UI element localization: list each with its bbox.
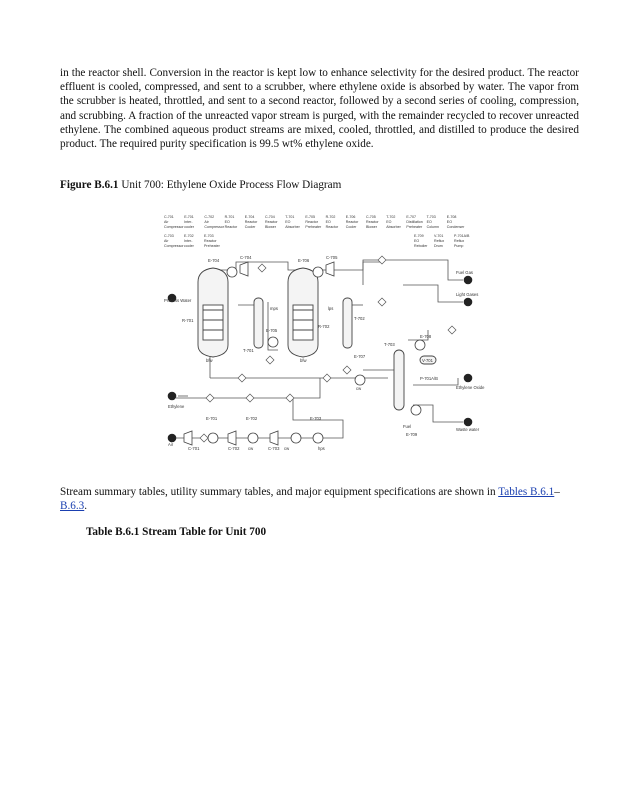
svg-text:V-701: V-701 — [422, 358, 433, 363]
legend-text: Blower — [265, 225, 276, 229]
legend-text: E-709 — [414, 234, 424, 238]
figure-caption — [60, 178, 579, 192]
legend-text: EO — [285, 220, 291, 224]
legend-text: Air — [164, 239, 169, 243]
svg-text:E-706: E-706 — [298, 258, 310, 263]
svg-text:E-707: E-707 — [354, 354, 366, 359]
legend-text: T-701 — [285, 215, 295, 219]
legend-text: C-705 — [366, 215, 376, 219]
legend-text: Reactor — [204, 239, 217, 243]
legend-text: Pump — [454, 244, 464, 248]
legend-text: Cooler — [244, 225, 256, 229]
legend-text: C-703 — [164, 234, 174, 238]
legend-text: EO — [426, 220, 432, 224]
paragraph2-end: . — [84, 500, 88, 513]
legend-text: Reflux — [434, 239, 445, 243]
svg-text:Waste water: Waste water — [456, 427, 480, 432]
tables-link-end[interactable]: B.6.3 — [60, 500, 85, 513]
legend-text: Preheater — [305, 225, 322, 229]
svg-text:T-701: T-701 — [243, 348, 254, 353]
absorber-t701 — [254, 298, 263, 348]
svg-text:C-703: C-703 — [268, 446, 280, 451]
svg-text:Light Gases: Light Gases — [456, 292, 479, 297]
legend-text: Drum — [434, 244, 443, 248]
legend-text: R-702 — [325, 215, 336, 219]
legend-text: EO — [386, 220, 392, 224]
legend-text: E-704 — [244, 215, 255, 219]
legend-text: Reflux — [454, 239, 465, 243]
legend-text: cooler — [184, 225, 194, 229]
legend-text: E-702 — [184, 234, 194, 238]
legend-text: EO — [224, 220, 230, 224]
legend-text: E-705 — [305, 215, 315, 219]
legend-text: C-701 — [164, 215, 174, 219]
legend-text: Condenser — [446, 225, 465, 229]
legend-text: T-702 — [386, 215, 396, 219]
figure-title: Unit 700: Ethylene Oxide Process Flow Diagram — [118, 179, 342, 191]
equipment-legend-top — [164, 215, 465, 229]
svg-text:Process Water: Process Water — [164, 298, 192, 303]
legend-text: Reactor — [325, 225, 339, 229]
legend-text: EO — [414, 239, 420, 243]
svg-text:cw: cw — [356, 386, 362, 391]
svg-text:cw: cw — [248, 446, 254, 451]
legend-text: Cooler — [345, 225, 357, 229]
tables-link-start[interactable]: Tables B.6.1 — [498, 486, 555, 498]
legend-text: Compressor — [164, 244, 184, 248]
process-flow-diagram — [158, 210, 485, 453]
legend-text: Air — [204, 220, 209, 224]
legend-text: C-704 — [265, 215, 275, 219]
legend-text: E-707 — [406, 215, 416, 219]
legend-text: Reactor — [244, 220, 258, 224]
body-paragraph-1: in the reactor shell. Conversion in the reactor is kept low to enhance selectivity for the desired product. The reactor effluent is cooled, compressed, and sent to a scrubber, where ethylene oxide is absorbed by water. The vapor from the scrubber is heated, throttled, and sent to a second reactor, followed by a second series of cooling, compression, and scrubbing. A fraction of the unreacted vapor stream is purged, with the remainder recycled to recover unreacted ethylene. The combined aqueous product streams are mixed, cooled, throttled, and distilled to produce the desired product. The required purity specification is 99.5 wt% ethylene oxide. — [60, 67, 579, 151]
svg-text:Fuel Gas: Fuel Gas — [456, 270, 473, 275]
table-title: Table B.6.1 Stream Table for Unit 700 — [86, 526, 267, 538]
svg-text:E-703: E-703 — [310, 416, 322, 421]
svg-text:R-701: R-701 — [182, 318, 194, 323]
svg-text:E-701: E-701 — [206, 416, 218, 421]
svg-text:C-701: C-701 — [188, 446, 200, 451]
legend-text: Reactor — [345, 220, 359, 224]
legend-text: Absorber — [386, 225, 401, 229]
absorber-t702 — [343, 298, 352, 348]
legend-text: Air — [164, 220, 169, 224]
reactor-r701 — [198, 268, 228, 357]
svg-text:bfw: bfw — [206, 358, 213, 363]
svg-text:E-708: E-708 — [420, 334, 432, 339]
legend-text: Compressor — [164, 225, 184, 229]
svg-text:E-704: E-704 — [208, 258, 220, 263]
legend-text: cooler — [184, 244, 194, 248]
svg-text:E-702: E-702 — [246, 416, 258, 421]
svg-text:hps: hps — [318, 446, 325, 451]
svg-text:cw: cw — [284, 446, 290, 451]
legend-text: Distillation — [406, 220, 423, 224]
legend-text: Compressor — [204, 225, 224, 229]
legend-text: Reactor — [305, 220, 318, 224]
legend-text: Column — [426, 225, 439, 229]
legend-text: Reactor — [366, 220, 379, 224]
reactor-r702 — [288, 268, 318, 357]
svg-text:E-709: E-709 — [406, 432, 418, 437]
legend-text: E-708 — [446, 215, 457, 219]
legend-text: R-701 — [224, 215, 235, 219]
legend-text: Preheater — [406, 225, 423, 229]
legend-text: P-701A/B — [454, 234, 470, 238]
svg-text:Fuel: Fuel — [403, 424, 412, 429]
figure-label: Figure B.6.1 — [60, 179, 119, 191]
legend-text: Absorber — [285, 225, 300, 229]
legend-text: EO — [325, 220, 331, 224]
paragraph2-text: Stream summary tables, utility summary tables, and major equipment specifications are shown in — [60, 486, 499, 498]
svg-text:bfw: bfw — [300, 358, 307, 363]
legend-text: C-702 — [204, 215, 215, 219]
legend-text: EO — [446, 220, 453, 224]
legend-text: Inter- — [184, 239, 193, 243]
legend-text: Reactor — [265, 220, 278, 224]
equipment-legend-bottom — [164, 234, 470, 248]
svg-text:R-702: R-702 — [318, 324, 330, 329]
legend-text: Inter- — [184, 220, 193, 224]
legend-text: E-703 — [204, 234, 214, 238]
legend-text: T-703 — [426, 215, 436, 219]
svg-text:lps: lps — [328, 306, 334, 311]
svg-text:Air: Air — [168, 442, 174, 447]
legend-text: Blower — [366, 225, 377, 229]
svg-text:C-702: C-702 — [228, 446, 240, 451]
legend-text: Preheater — [204, 244, 220, 248]
svg-text:E-705: E-705 — [266, 328, 278, 333]
svg-text:T-702: T-702 — [354, 316, 365, 321]
legend-text: Reboiler — [414, 244, 428, 248]
legend-text: E-701 — [184, 215, 194, 219]
svg-text:Ethylene Oxide: Ethylene Oxide — [456, 385, 485, 390]
legend-text: Reactor — [224, 225, 238, 229]
svg-text:mps: mps — [270, 306, 278, 311]
svg-text:C-705: C-705 — [326, 255, 338, 260]
body-paragraph-2 — [60, 485, 579, 513]
svg-text:C-704: C-704 — [240, 255, 252, 260]
svg-text:P-701A/B: P-701A/B — [420, 376, 438, 381]
svg-text:T-703: T-703 — [384, 342, 395, 347]
legend-text: E-706 — [345, 215, 356, 219]
range-dash: – — [554, 486, 560, 498]
legend-text: V-701 — [434, 234, 444, 238]
svg-text:Ethylene: Ethylene — [168, 404, 185, 409]
